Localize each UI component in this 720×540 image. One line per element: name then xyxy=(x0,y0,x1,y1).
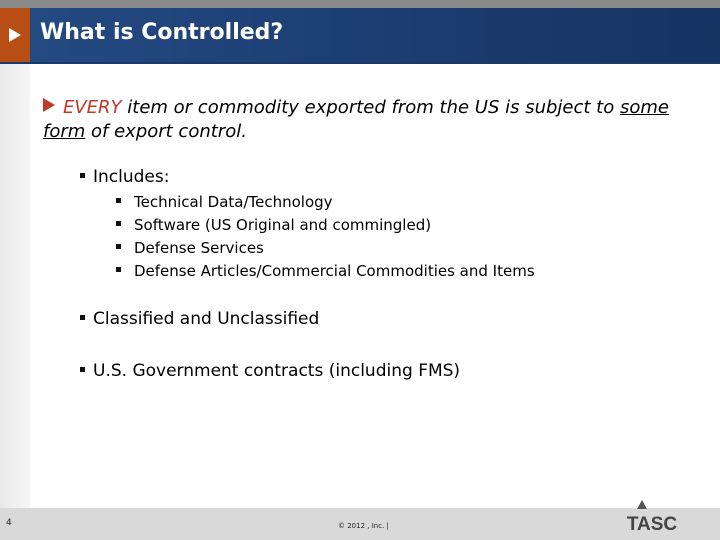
logo-text: TASC xyxy=(626,514,678,535)
includes-item xyxy=(116,239,264,257)
square-bullet-icon xyxy=(116,198,121,203)
main-bullet-text: item or commodity exported from the US is subject to xyxy=(121,97,620,118)
bullet-contracts xyxy=(80,361,460,381)
square-bullet-icon xyxy=(80,367,85,372)
square-bullet-icon xyxy=(80,315,85,320)
includes-item-label: Defense Articles/Commercial Commodities and Items xyxy=(134,262,535,280)
includes-label: Includes: xyxy=(93,167,170,187)
page-number: 4 xyxy=(6,518,12,528)
tasc-logo-mark xyxy=(622,497,682,535)
main-bullet xyxy=(43,96,703,144)
bullet-arrow-icon xyxy=(43,98,55,112)
square-bullet-icon xyxy=(116,267,121,272)
includes-item-label: Defense Services xyxy=(134,239,264,257)
square-bullet-icon xyxy=(80,173,85,178)
copyright-text: © 2012 , Inc. | xyxy=(338,522,389,530)
bullet-classified xyxy=(80,309,319,329)
includes-item xyxy=(116,216,431,234)
left-rail xyxy=(0,8,30,508)
main-bullet-emphasis: EVERY xyxy=(63,97,122,118)
tasc-logo xyxy=(622,497,682,535)
classified-label: Classified and Unclassified xyxy=(93,309,320,329)
includes-item-label: Technical Data/Technology xyxy=(134,193,333,211)
title-arrow-icon xyxy=(9,28,21,42)
main-bullet-underlined: some form xyxy=(43,97,669,142)
contracts-label: U.S. Government contracts (including FMS) xyxy=(93,361,461,381)
includes-item xyxy=(116,262,535,280)
title-underline xyxy=(0,62,720,64)
square-bullet-icon xyxy=(116,221,121,226)
includes-item-label: Software (US Original and commingled) xyxy=(134,216,432,234)
square-bullet-icon xyxy=(116,244,121,249)
includes-item xyxy=(116,193,333,211)
slide-title: What is Controlled? xyxy=(40,20,284,45)
top-strip xyxy=(0,0,720,8)
main-bullet-text-end: of export control. xyxy=(85,121,247,142)
bullet-includes xyxy=(80,167,169,187)
